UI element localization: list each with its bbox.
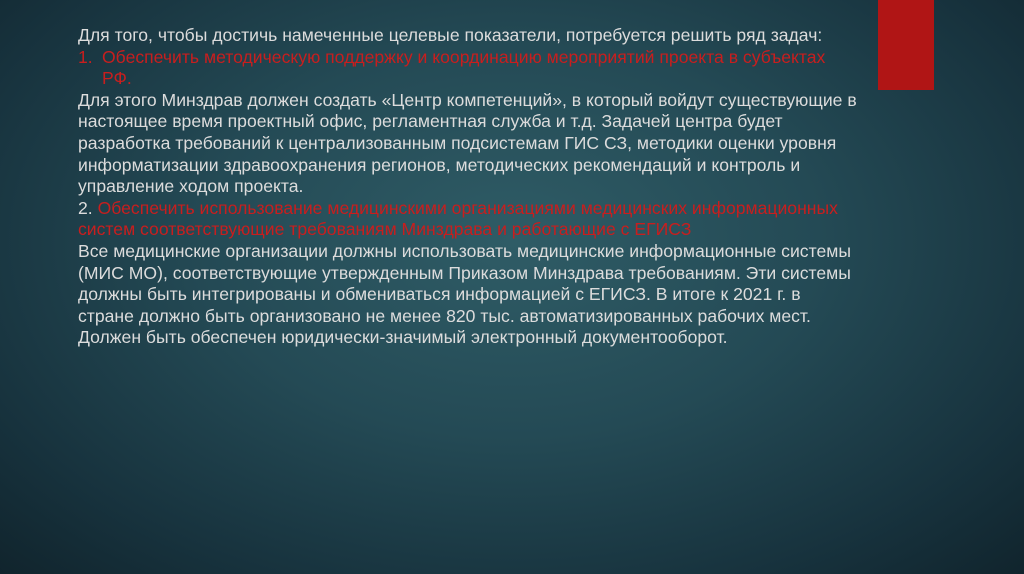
- task-2-details: Все медицинские организации должны использовать медицинские информационные системы (МИС МО), соответствующие утвержденным Приказом Минздрава требованиям. Эти системы должны быть интегрированы и обмениваться информацией с ЕГИСЗ. В итоге к 2021 г. в стране должно быть организовано не менее 820 тыс. автоматизированных рабочих мест. Должен быть обеспечен юридически-значимый электронный документооборот.: [78, 240, 851, 348]
- slide-text: [78, 25, 858, 349]
- task-1-text: Обеспечить методическую поддержку и координацию мероприятий проекта в субъектах РФ.: [102, 46, 826, 89]
- task-2-text: Обеспечить использование медицинскими организациями медицинских информационных систем соответствующие требованиям Минздрава и работающие с ЕГИСЗ: [78, 197, 838, 240]
- task-1-number: 1.: [78, 46, 93, 67]
- intro-paragraph: Для того, чтобы достичь намеченные целевые показатели, потребуется решить ряд задач:: [78, 25, 823, 45]
- red-accent-bar: [878, 0, 934, 90]
- task-2-number: 2.: [78, 197, 93, 218]
- task-1: [78, 47, 858, 90]
- task-1-details: Для этого Минздрав должен создать «Центр компетенций», в который войдут существующие в настоящее время проектный офис, регламентная служба и т.д. Задачей центра будет разработка требований к централизованным подсистемам ГИС СЗ, методики оценки уровня информатизации здравоохранения регионов, методических рекомендаций и контроль и управление ходом проекта.: [78, 89, 857, 197]
- task-2: [78, 198, 858, 241]
